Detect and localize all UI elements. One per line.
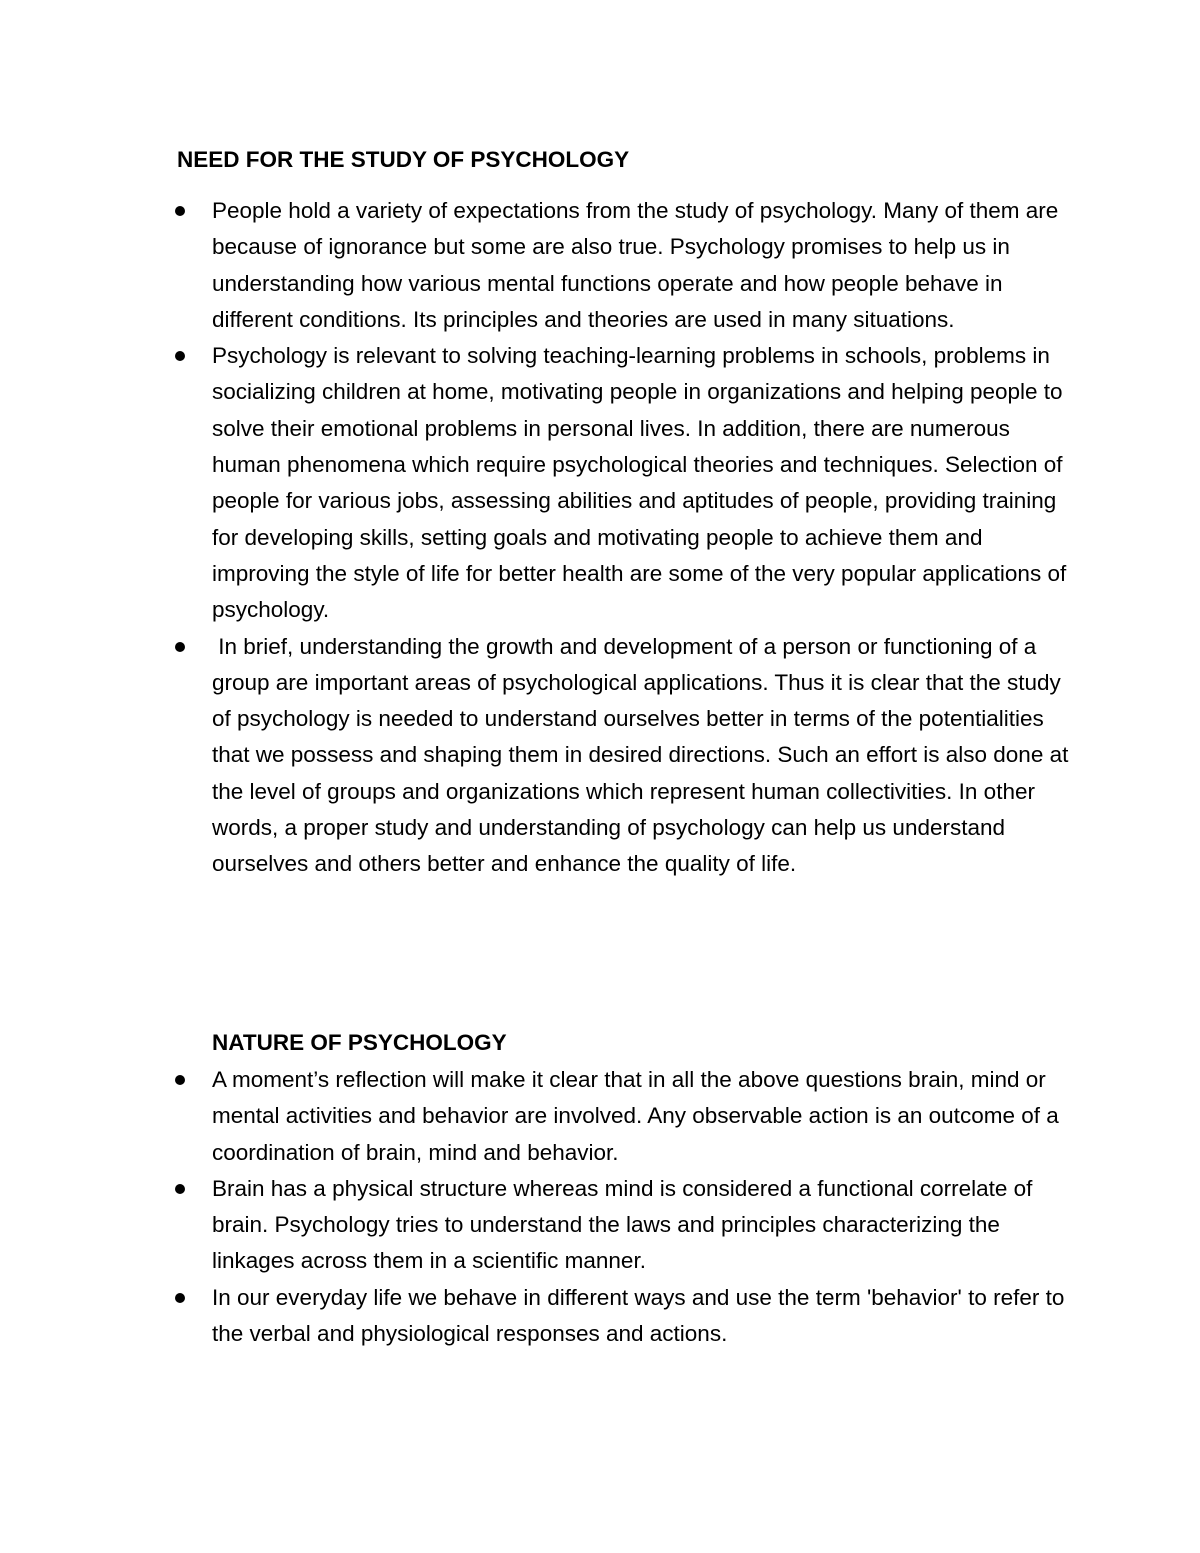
nature-of-psychology-bullet-list (0, 1062, 1200, 1352)
bullet-icon (175, 1184, 185, 1194)
bullet-text: People hold a variety of expectations from the study of psychology. Many of them are because of ignorance but some are also true. Psychology promises to help us in understanding how various mental functions operate and how people behave in different conditions. Its principles and theories are used in many situations. (212, 198, 1059, 332)
bullet-icon (175, 642, 185, 652)
section-heading-need-for-study: NEED FOR THE STUDY OF PSYCHOLOGY (177, 147, 630, 172)
list-item (0, 629, 1075, 883)
bullet-text: Psychology is relevant to solving teaching-learning problems in schools, problems in socializing children at home, motivating people in organizations and helping people to solve their emotional problems in personal lives. In addition, there are numerous human phenomena which require psychological theories and techniques. Selection of people for various jobs, assessing abilities and aptitudes of people, providing training for developing skills, setting goals and motivating people to achieve them and improving the style of life for better health are some of the very popular applications of psychology. (212, 343, 1067, 623)
list-item (0, 193, 1072, 338)
list-item (0, 1280, 1072, 1353)
bullet-text: In brief, understanding the growth and development of a person or functioning of a group are important areas of psychological applications. Thus it is clear that the study of psychology is needed to understand ourselves better in terms of the potentialities that we possess and shaping them in desired directions. Such an effort is also done at the level of groups and organizations which represent human collectivities. In other words, a proper study and understanding of psychology can help us understand ourselves and others better and enhance the quality of life. (212, 633, 1075, 877)
bullet-text: In our everyday life we behave in different ways and use the term 'behavior' to refer to the verbal and physiological responses and actions. (212, 1284, 1065, 1347)
bullet-icon (175, 1293, 185, 1303)
bullet-icon (175, 351, 185, 361)
bullet-icon (175, 206, 185, 216)
list-item (0, 1062, 1072, 1171)
list-item (0, 338, 1072, 628)
bullet-text: A moment’s reflection will make it clear that in all the above questions brain, mind or mental activities and behavior are involved. Any observable action is an outcome of a coordination of brain, mind and behavior. (212, 1067, 1059, 1165)
need-for-study-bullet-list (0, 193, 1200, 883)
bullet-text: Brain has a physical structure whereas mind is considered a functional correlate of brain. Psychology tries to understand the laws and principles characterizing the linkages across them in a scientific manner. (212, 1175, 1033, 1274)
list-item (0, 1171, 1072, 1280)
section-heading-nature-of-psychology: NATURE OF PSYCHOLOGY (212, 1030, 507, 1055)
bullet-icon (175, 1075, 185, 1085)
